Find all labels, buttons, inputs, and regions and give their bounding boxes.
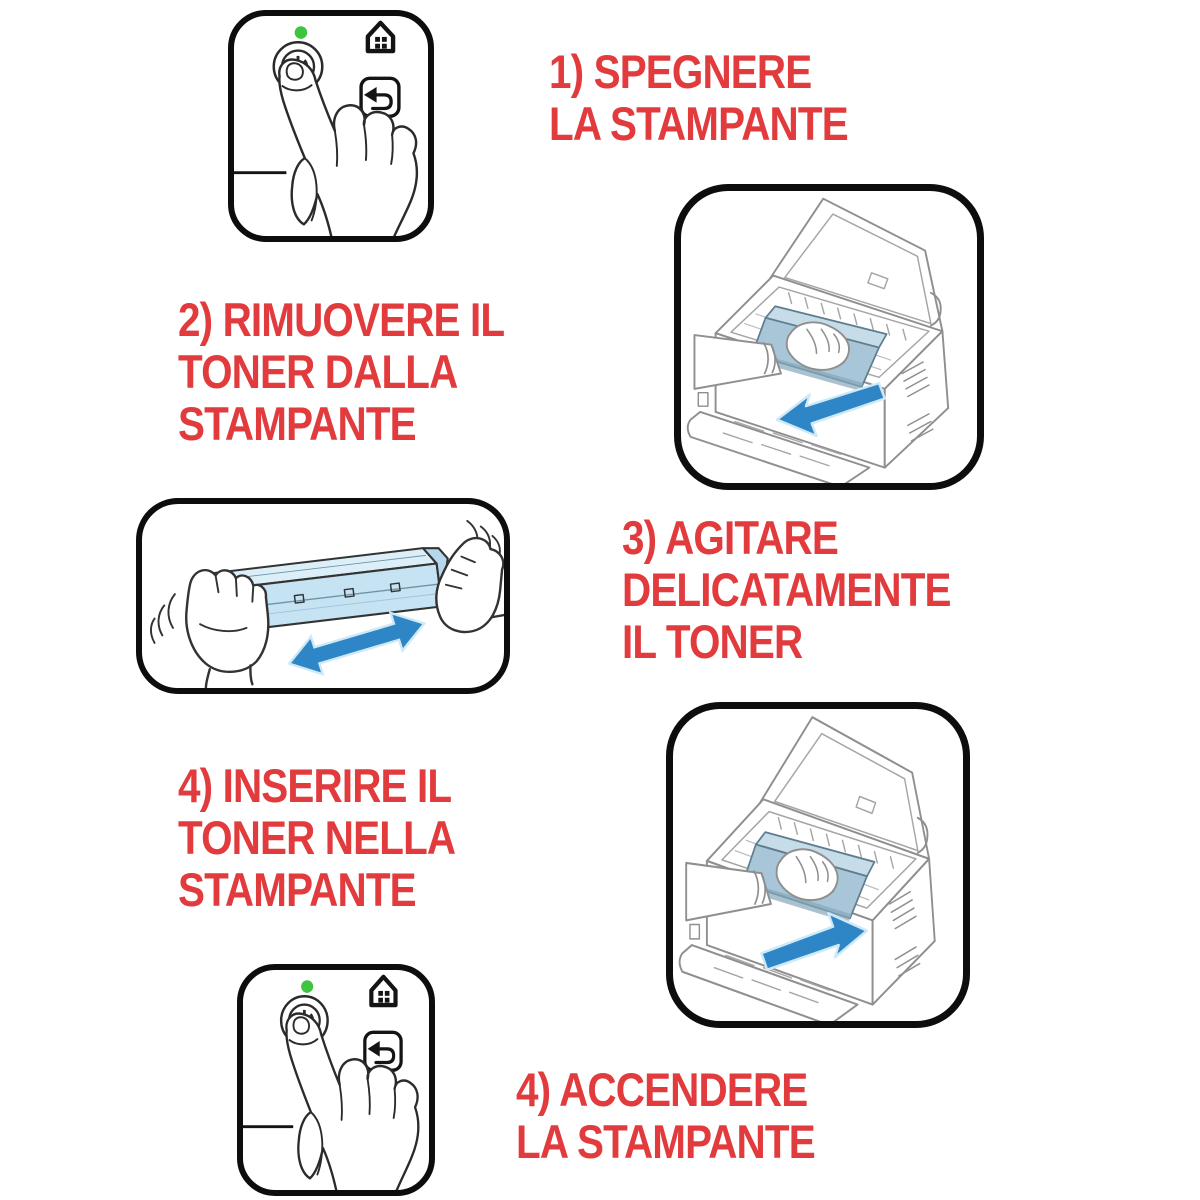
step-4-line-1: 4) INSERIRE IL — [178, 759, 452, 812]
toner-shake-illustration — [136, 498, 510, 694]
power-panel-art-bottom — [243, 970, 429, 1190]
step-2-line-1: 2) RIMUOVERE IL — [178, 293, 505, 346]
step-3-line-2: DELICATAMENTE — [622, 563, 951, 616]
printer-remove-art — [681, 191, 977, 483]
toner-shake-art — [142, 504, 504, 688]
step-5-line-1: 4) ACCENDERE — [516, 1063, 808, 1116]
printer-insert-illustration — [666, 702, 970, 1028]
step-2-label — [178, 294, 504, 450]
step-1-line-2: LA STAMPANTE — [549, 97, 848, 150]
step-4-label — [178, 760, 455, 916]
printer-remove-illustration — [674, 184, 984, 490]
step-4-line-3: STAMPANTE — [178, 863, 416, 916]
step-2-line-2: TONER DALLA — [178, 345, 458, 398]
power-panel-art-top — [234, 16, 428, 236]
step-5-line-2: LA STAMPANTE — [516, 1115, 815, 1168]
printer-insert-art — [673, 709, 963, 1021]
step-4-line-2: TONER NELLA — [178, 811, 456, 864]
step-1-label — [549, 46, 848, 150]
power-panel-illustration-top — [228, 10, 434, 242]
step-5-label — [516, 1064, 815, 1168]
step-3-label — [622, 512, 951, 668]
power-panel-illustration-bottom — [237, 964, 435, 1196]
step-2-line-3: STAMPANTE — [178, 397, 416, 450]
step-1-line-1: 1) SPEGNERE — [549, 45, 812, 98]
step-3-line-1: 3) AGITARE — [622, 511, 838, 564]
step-3-line-3: IL TONER — [622, 615, 803, 668]
